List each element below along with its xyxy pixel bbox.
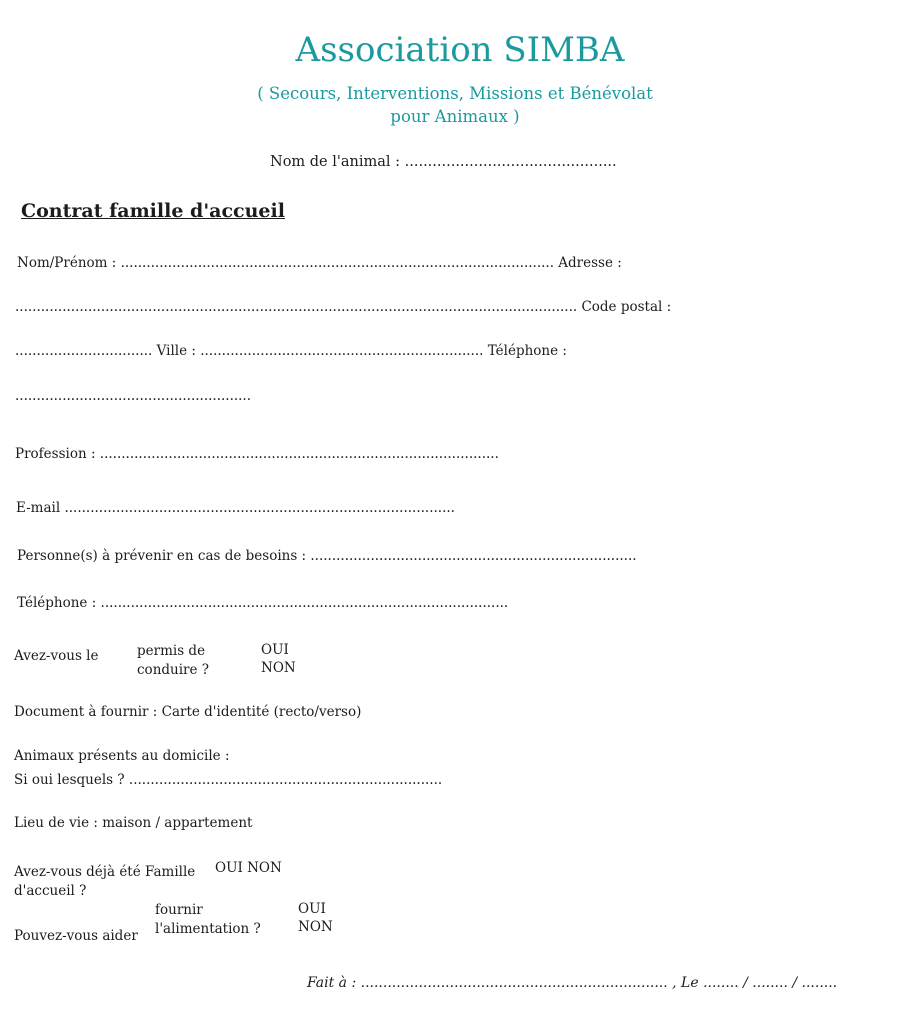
association-title: Association SIMBA [295,30,625,70]
help-option-yes: OUI [298,901,326,917]
animal-name-field: Nom de l'animal : .............................................. [270,154,617,170]
help-question-line-1: fournir [155,902,203,918]
subtitle-line-2: pour Animaux ) [390,107,520,127]
license-option-no: NON [261,660,296,676]
living-place-field: Lieu de vie : maison / appartement [14,815,253,831]
name-address-line: Nom/Prénom : ..................................................................................................... Adresse : [17,255,622,271]
help-question-prefix: Pouvez-vous aider [14,928,138,944]
association-subtitle [0,82,910,128]
foster-question-line-1: Avez-vous déjà été Famille [14,864,196,880]
foster-options: OUI NON [215,860,282,876]
animals-present-label: Animaux présents au domicile : [14,748,230,764]
profession-field: Profession : ............................................................................................. [15,446,499,462]
document-required: Document à fournir : Carte d'identité (recto/verso) [14,704,362,720]
license-question-prefix: Avez-vous le [14,648,99,664]
help-option-no: NON [298,919,333,935]
phone-continuation-line: ....................................................... [15,388,252,404]
subtitle-line-1: ( Secours, Interventions, Missions et Bénévolat [257,84,653,103]
license-question-line-2: conduire ? [137,662,210,678]
city-phone-line: ................................ Ville : .................................................................. Téléphone : [15,343,567,359]
address-postal-line: ................................................................................................................................... Code postal : [15,299,672,315]
telephone-field: Téléphone : ............................................................................................... [17,595,509,611]
license-question-line-1: permis de [137,643,206,659]
help-question-line-2: l'alimentation ? [155,921,261,937]
animals-which-field: Si oui lesquels ? ......................................................................... [14,772,443,788]
signature-place-date: Fait à : ..................................................................... , Le ........ / ........ / ........ [307,975,838,991]
contract-heading: Contrat famille d'accueil [21,200,285,222]
emergency-contact-field: Personne(s) à prévenir en cas de besoins : ............................................................................ [17,548,637,564]
email-field: E-mail ........................................................................................... [16,500,455,516]
license-option-yes: OUI [261,642,289,658]
foster-question-line-2: d'accueil ? [14,883,87,899]
